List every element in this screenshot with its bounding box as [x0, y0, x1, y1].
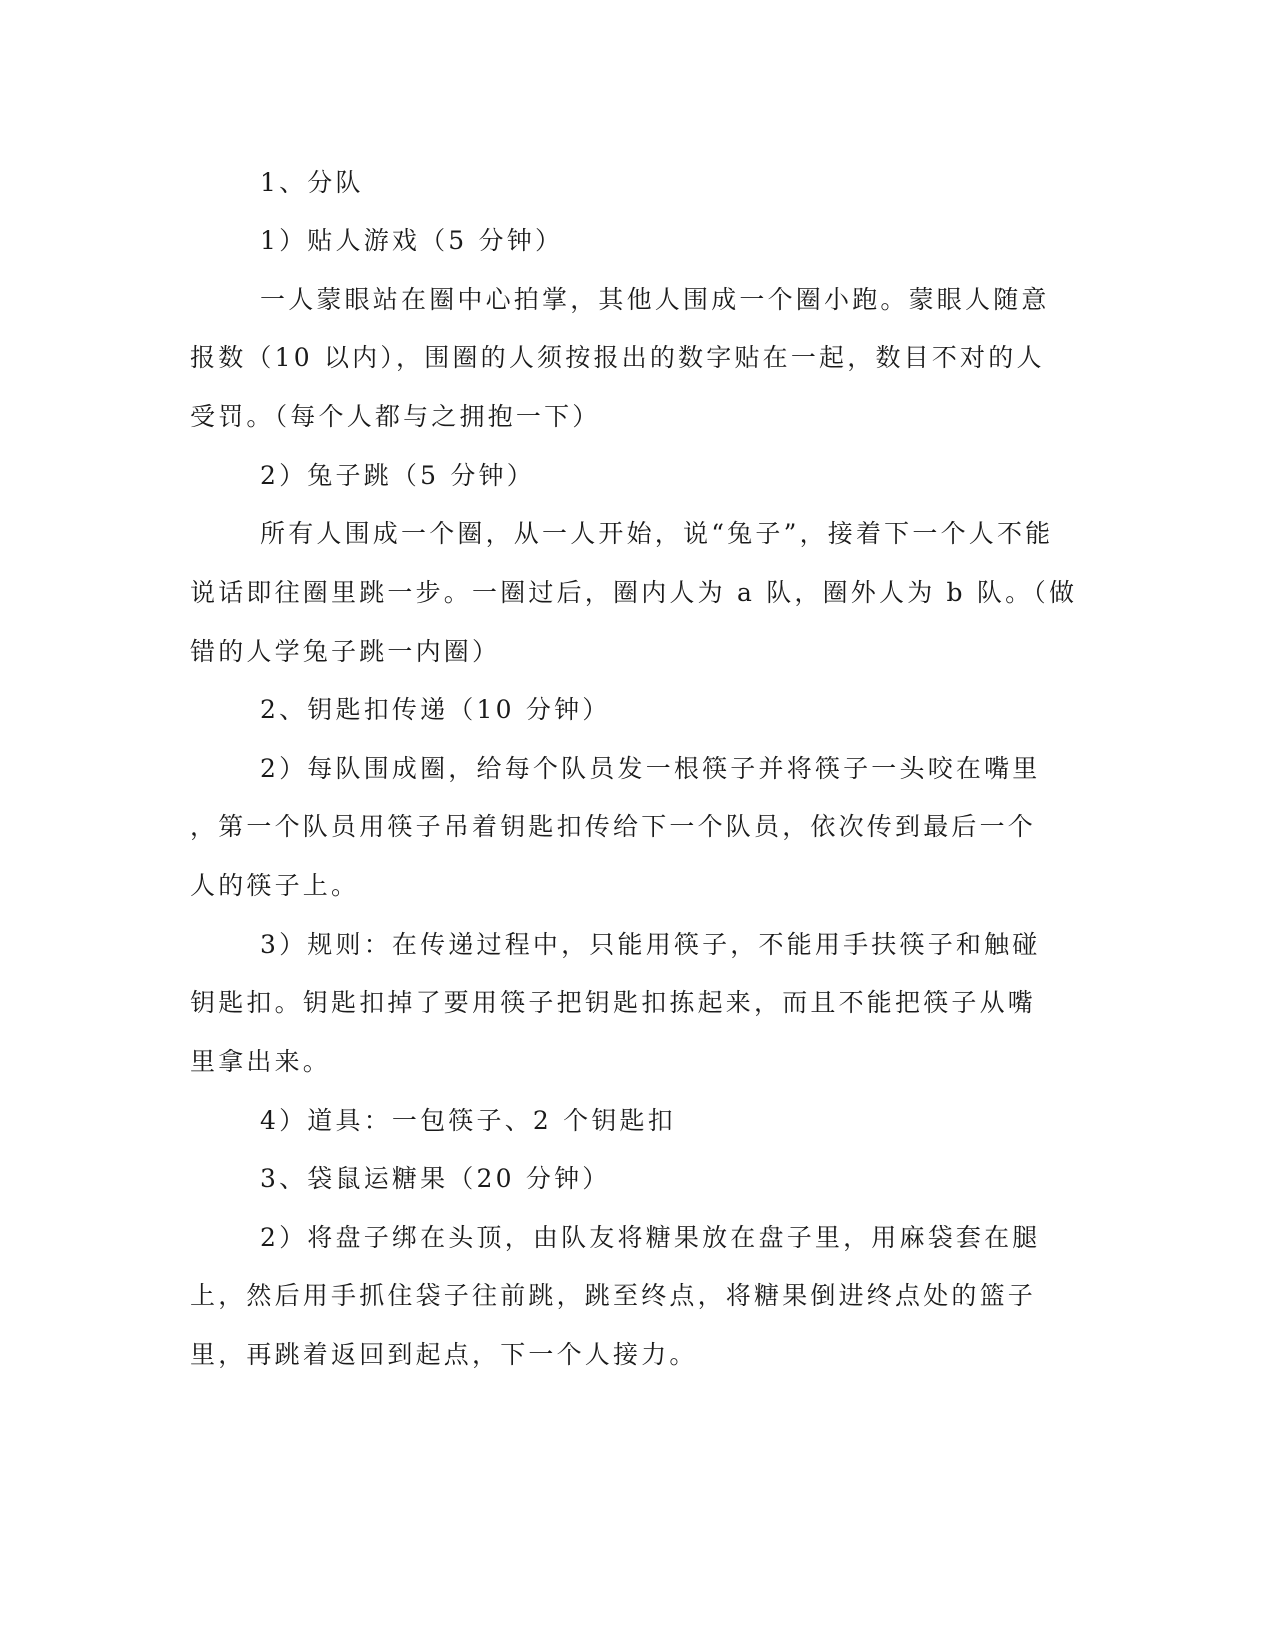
- paragraph-line: 一人蒙眼站在圈中心拍掌，其他人围成一个圈小跑。蒙眼人随意: [260, 285, 1050, 314]
- paragraph-line: 里拿出来。: [190, 1047, 332, 1076]
- paragraph-line: 2）每队围成圈，给每个队员发一根筷子并将筷子一头咬在嘴里: [260, 754, 1041, 783]
- paragraph-line: 报数（10 以内），围圈的人须按报出的数字贴在一起，数目不对的人: [190, 343, 1045, 372]
- paragraph-line: 3）规则：在传递过程中，只能用筷子，不能用手扶筷子和触碰: [260, 930, 1041, 959]
- paragraph-line: 里，再跳着返回到起点，下一个人接力。: [190, 1340, 698, 1369]
- paragraph-line: 错的人学兔子跳一内圈）: [190, 637, 501, 666]
- subheading-sticky-game: 1）贴人游戏（5 分钟）: [260, 226, 564, 255]
- paragraph-line: 2）将盘子绑在头顶，由队友将糖果放在盘子里，用麻袋套在腿: [260, 1223, 1041, 1252]
- subheading-rabbit-jump: 2）兔子跳（5 分钟）: [260, 461, 535, 490]
- paragraph-line: 上，然后用手抓住袋子往前跳，跳至终点，将糖果倒进终点处的篮子: [190, 1281, 1037, 1310]
- paragraph-line: 受罚。（每个人都与之拥抱一下）: [190, 402, 601, 431]
- section-heading-teams: 1、分队: [260, 168, 364, 197]
- paragraph-line: ，第一个队员用筷子吊着钥匙扣传给下一个队员，依次传到最后一个: [190, 812, 1037, 841]
- section-heading-kangaroo: 3、袋鼠运糖果（20 分钟）: [260, 1164, 611, 1193]
- paragraph-line: 所有人围成一个圈，从一人开始，说“兔子”，接着下一个人不能: [260, 519, 1054, 548]
- paragraph-line: 4）道具：一包筷子、2 个钥匙扣: [260, 1106, 676, 1135]
- paragraph-line: 人的筷子上。: [190, 871, 360, 900]
- section-heading-keychain: 2、钥匙扣传递（10 分钟）: [260, 695, 611, 724]
- paragraph-line: 说话即往圈里跳一步。一圈过后，圈内人为 a 队，圈外人为 b 队。（做: [190, 578, 1078, 607]
- paragraph-line: 钥匙扣。钥匙扣掉了要用筷子把钥匙扣拣起来，而且不能把筷子从嘴: [190, 988, 1037, 1017]
